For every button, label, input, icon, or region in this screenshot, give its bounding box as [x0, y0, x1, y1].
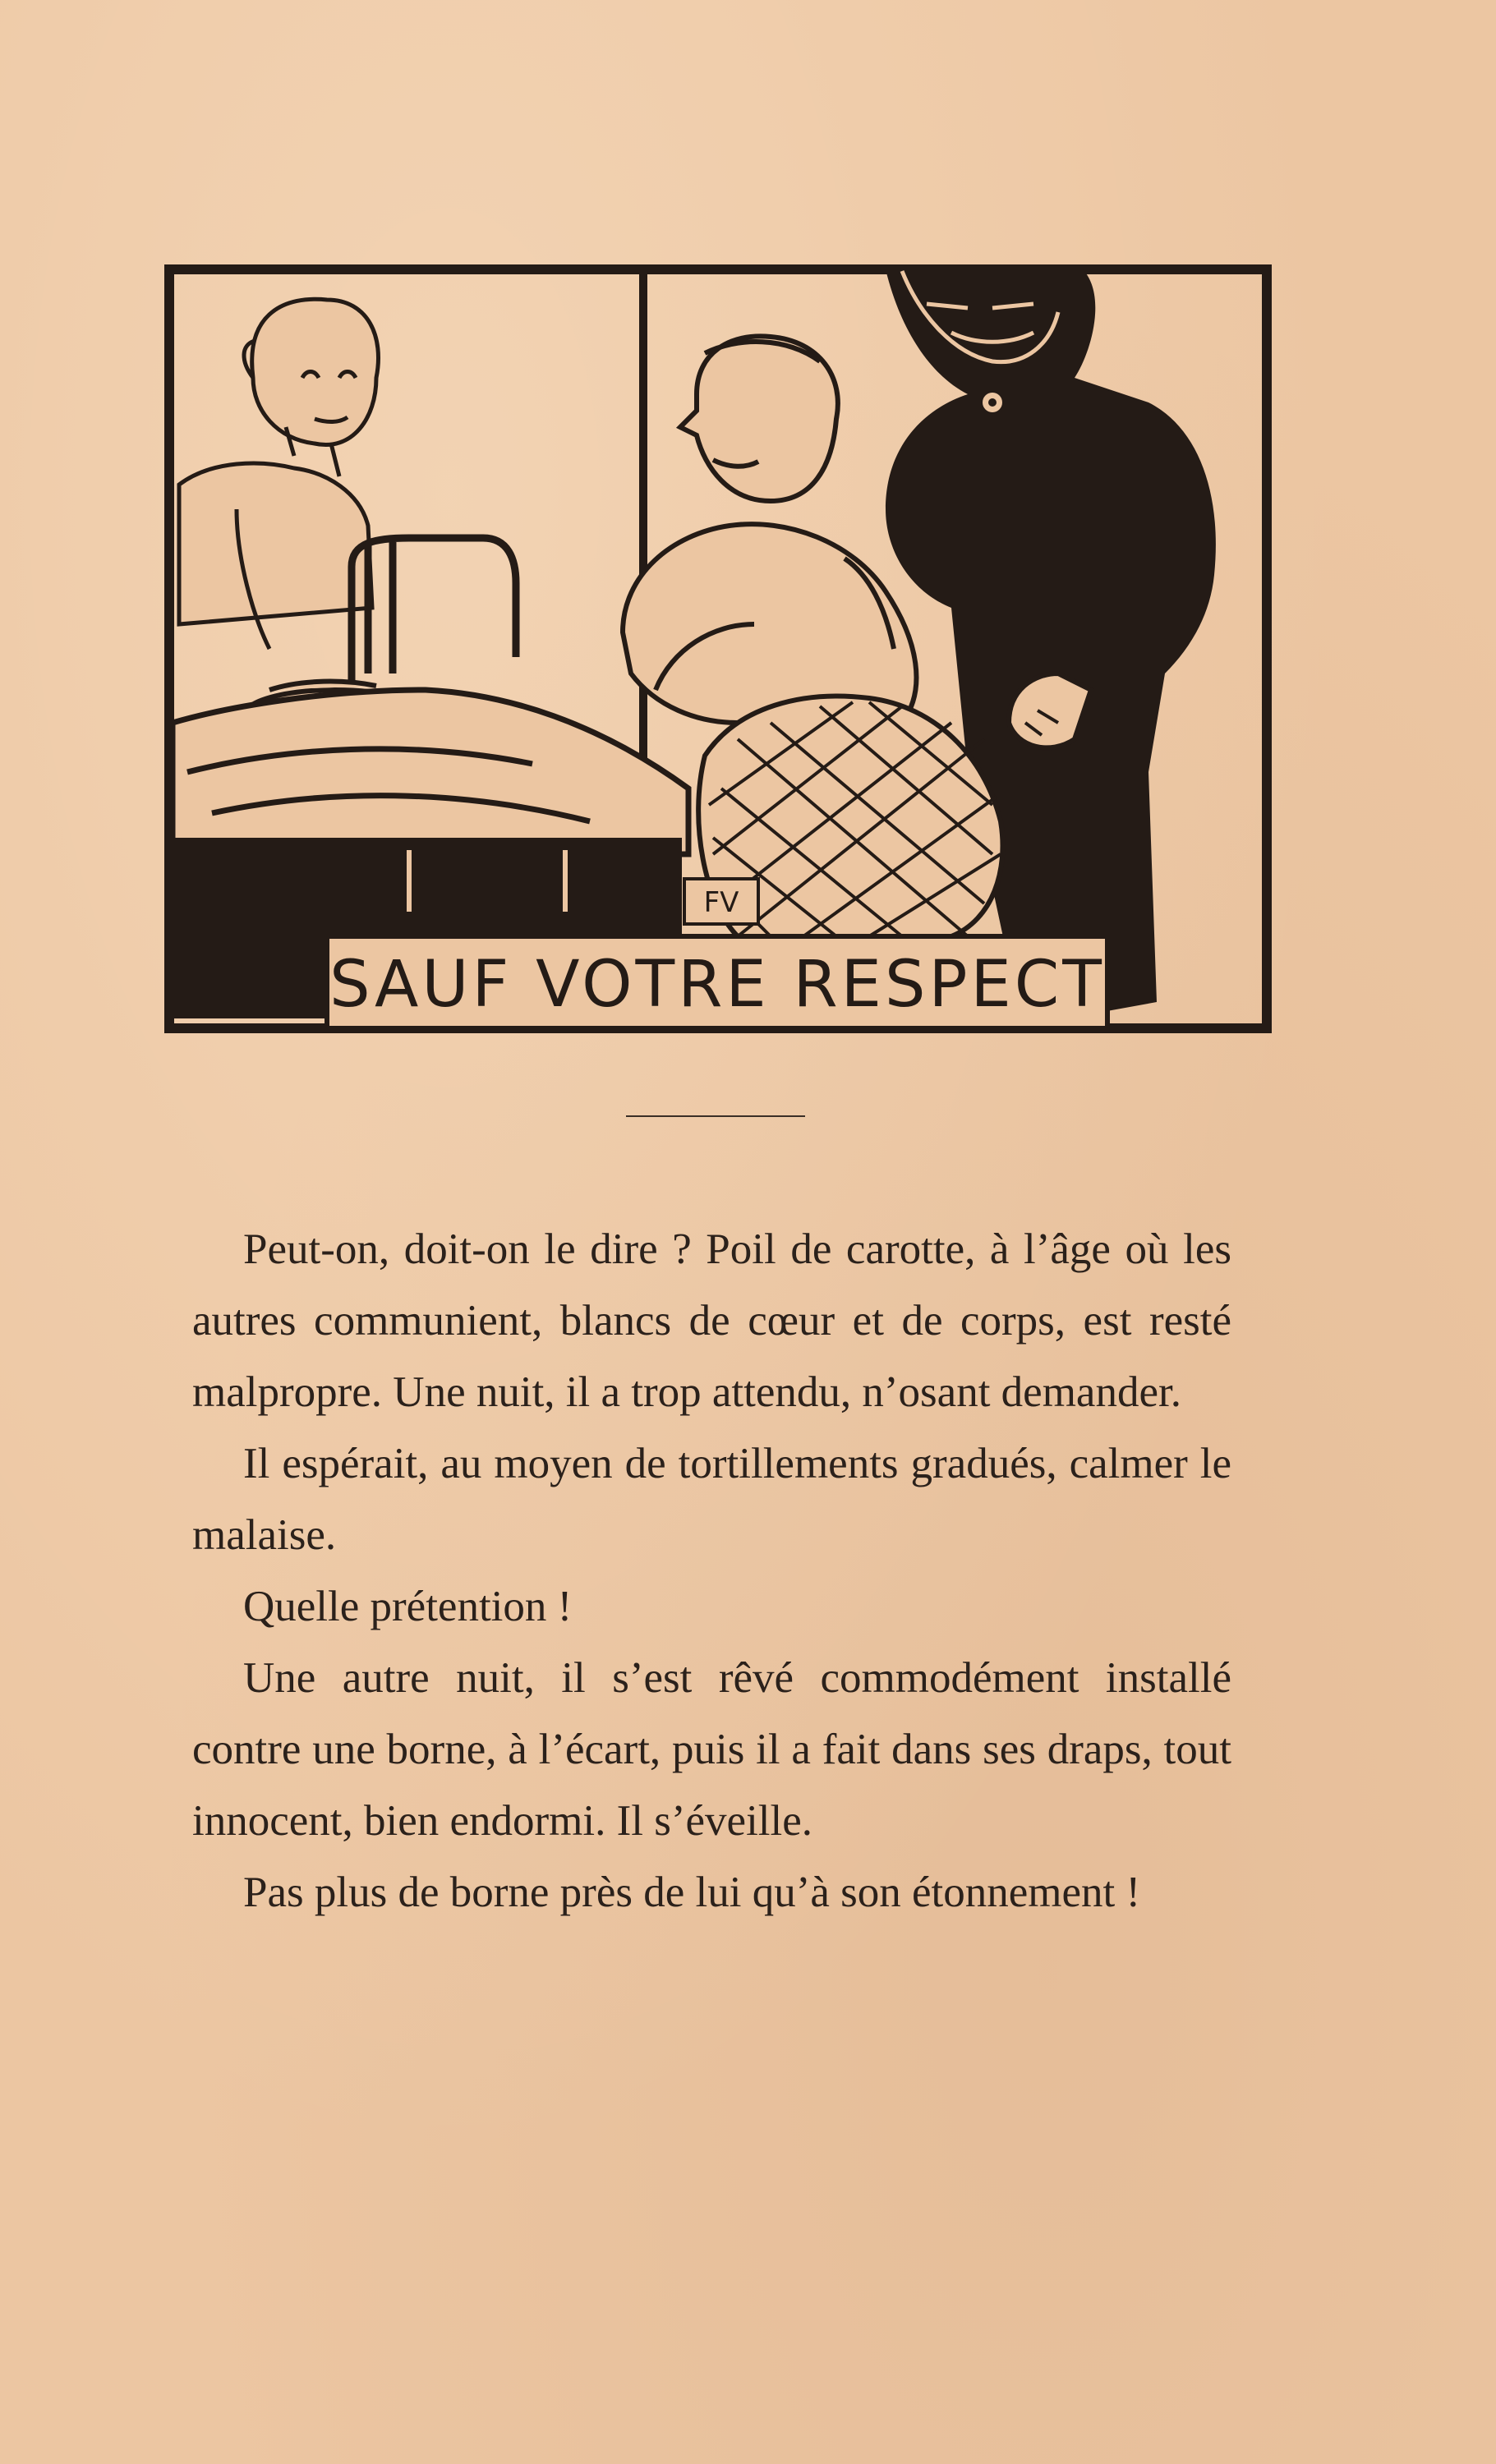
bed-headboard: [352, 538, 516, 682]
paragraph: Quelle prétention !: [243, 1583, 573, 1630]
woodcut-illustration: [163, 263, 1273, 1035]
illustration-caption: SAUF VOTRE RESPECT: [329, 948, 1105, 1022]
boy-figure: [623, 336, 916, 723]
paragraph: Il espérait, au moyen de tortillements gradués, calmer le malaise.: [192, 1440, 1231, 1559]
paragraph: Pas plus de borne près de lui qu’à son étonnement !: [243, 1869, 1141, 1916]
artist-monogram: FV: [703, 886, 739, 919]
chapter-text: [192, 1214, 1231, 1928]
bedsheet: [173, 690, 688, 854]
woodcut-svg: [163, 263, 1273, 1035]
paragraph: Peut-on, doit-on le dire ? Poil de carotte, à l’âge où les autres communient, blancs de cœur et de corps, est resté malpropre. Une nuit, il a trop attendu, n’osant demander.: [192, 1225, 1231, 1416]
paragraph: Une autre nuit, il s’est rêvé commodément installé contre une borne, à l’écart, puis il a fait dans ses draps, tout innocent, bien endormi. Il s’éveille.: [192, 1654, 1231, 1845]
section-divider: [626, 1115, 805, 1117]
